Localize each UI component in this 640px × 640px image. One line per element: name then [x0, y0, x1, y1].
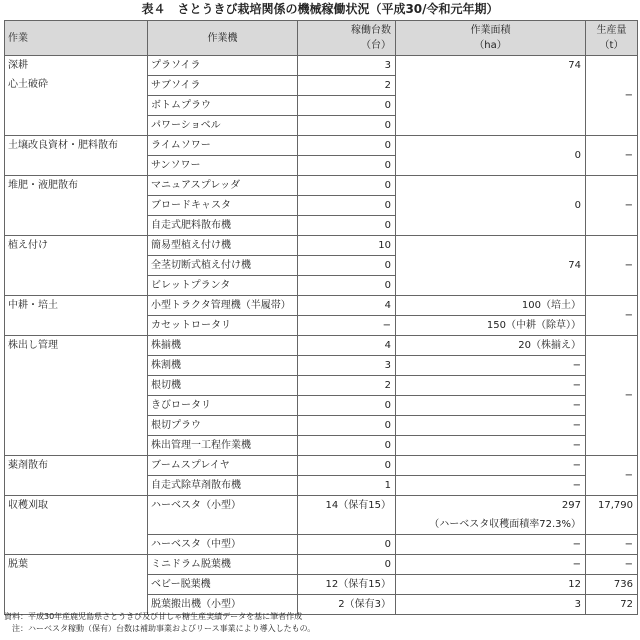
- machine-name: 脱葉搬出機（小型）: [148, 595, 298, 615]
- machine-name: 全茎切断式植え付け機: [148, 256, 298, 276]
- operation-name: 深耕: [8, 60, 28, 71]
- production: −: [586, 456, 638, 496]
- production: −: [586, 56, 638, 136]
- work-area: −: [396, 456, 586, 476]
- machine-count: 0: [298, 176, 396, 196]
- header-operation: 作業: [5, 21, 148, 56]
- operation-cell: 中耕・培土: [5, 296, 148, 336]
- operation-name: 心土破砕: [8, 79, 48, 90]
- machine-count: −: [298, 316, 396, 336]
- operation-cell: 脱葉: [5, 555, 148, 615]
- machine-name: 根切プラウ: [148, 416, 298, 436]
- machine-count: 0: [298, 136, 396, 156]
- machine-name: 株揃機: [148, 336, 298, 356]
- table-row: [5, 555, 638, 575]
- operation-cell: 株出し管理: [5, 336, 148, 456]
- machine-name: サブソイラ: [148, 76, 298, 96]
- machine-count: 0: [298, 555, 396, 575]
- machine-name: きびロータリ: [148, 396, 298, 416]
- header-row: [5, 21, 638, 56]
- machine-count: 0: [298, 436, 396, 456]
- machine-name: 自走式除草剤散布機: [148, 476, 298, 496]
- work-area: 0: [396, 136, 586, 176]
- table-row: [5, 136, 638, 156]
- header-area-unit: （ha）: [474, 40, 507, 51]
- operation-cell: 植え付け: [5, 236, 148, 296]
- machine-count: 0: [298, 116, 396, 136]
- machine-name: ビレットプランタ: [148, 276, 298, 296]
- machine-count: 2（保有3）: [298, 595, 396, 615]
- machine-name: ミニドラム脱葉機: [148, 555, 298, 575]
- machine-name: 自走式肥料散布機: [148, 216, 298, 236]
- production: −: [586, 296, 638, 336]
- production: 17,790: [586, 496, 638, 516]
- machine-name: パワーショベル: [148, 116, 298, 136]
- header-area-label: 作業面積: [470, 25, 511, 36]
- operation-cell: [5, 56, 148, 136]
- footnote: 注：ハーベスタ稼動（保有）台数は補助事業およびリース事業により導入したもの。: [4, 624, 316, 633]
- work-area: 20（株揃え）: [396, 336, 586, 356]
- work-area: −: [396, 356, 586, 376]
- operation-cell: 堆肥・液肥散布: [5, 176, 148, 236]
- machine-operation-table: [4, 20, 638, 615]
- work-area: −: [396, 416, 586, 436]
- machine-count: 10: [298, 236, 396, 256]
- machine-count: 1: [298, 476, 396, 496]
- machine-name: マニュアスプレッダ: [148, 176, 298, 196]
- machine-name: ボトムプラウ: [148, 96, 298, 116]
- machine-name: カセットロータリ: [148, 316, 298, 336]
- machine-count: 4: [298, 336, 396, 356]
- work-area: 3: [396, 595, 586, 615]
- production: −: [586, 535, 638, 555]
- production: −: [586, 555, 638, 575]
- work-area: −: [396, 555, 586, 575]
- machine-count: 0: [298, 276, 396, 296]
- machine-name: プラソイラ: [148, 56, 298, 76]
- machine-name: 株出管理一工程作業機: [148, 436, 298, 456]
- machine-name: 根切機: [148, 376, 298, 396]
- table-notes: [4, 611, 636, 635]
- table-row: [5, 456, 638, 476]
- production: −: [586, 176, 638, 236]
- machine-count: 0: [298, 216, 396, 236]
- machine-count: 0: [298, 535, 396, 555]
- header-area: [396, 21, 586, 56]
- machine-count: 3: [298, 356, 396, 376]
- production: 72: [586, 595, 638, 615]
- production: −: [586, 136, 638, 176]
- machine-count: 0: [298, 456, 396, 476]
- harvest-area-rate-note: （ハーベスタ収穫面積率72.3%）: [396, 515, 586, 535]
- machine-count: 0: [298, 156, 396, 176]
- machine-count: 0: [298, 256, 396, 276]
- work-area: 74: [396, 236, 586, 296]
- table-row: [5, 336, 638, 356]
- table-row: [5, 56, 638, 76]
- operation-cell: 土壌改良資材・肥料散布: [5, 136, 148, 176]
- machine-count: 3: [298, 56, 396, 76]
- production: −: [586, 236, 638, 296]
- source-note: 資料：平成30年産鹿児島県さとうきび及び甘しゃ糖生産実績データを基に筆者作成: [4, 612, 303, 621]
- machine-name: 小型トラクタ管理機（半履帯）: [148, 296, 298, 316]
- work-area-empty: [396, 116, 586, 136]
- header-production-label: 生産量: [596, 25, 627, 36]
- machine-count: 0: [298, 196, 396, 216]
- machine-name: 株割機: [148, 356, 298, 376]
- production: 736: [586, 575, 638, 595]
- table-row: [5, 296, 638, 316]
- work-area: −: [396, 376, 586, 396]
- operation-cell: 薬剤散布: [5, 456, 148, 496]
- work-area: −: [396, 535, 586, 555]
- machine-count: 2: [298, 76, 396, 96]
- table-row: [5, 236, 638, 256]
- machine-name-empty: [148, 515, 298, 535]
- machine-count: 0: [298, 396, 396, 416]
- production-empty: [586, 515, 638, 535]
- production: −: [586, 336, 638, 456]
- machine-count: 14（保有15）: [298, 496, 396, 516]
- machine-name: ベビー脱葉機: [148, 575, 298, 595]
- machine-count: 0: [298, 416, 396, 436]
- header-count-unit: （台）: [361, 40, 391, 51]
- machine-name: ブロードキャスタ: [148, 196, 298, 216]
- work-area: 74: [396, 56, 586, 76]
- work-area-empty: [396, 96, 586, 116]
- work-area-empty: [396, 76, 586, 96]
- machine-count: 4: [298, 296, 396, 316]
- table-title: 表４ さとうきび栽培関係の機械稼働状況（平成30/令和元年期）: [141, 2, 499, 16]
- machine-count: 12（保有15）: [298, 575, 396, 595]
- work-area: −: [396, 476, 586, 496]
- table-row: [5, 176, 638, 196]
- machine-name: サンソワー: [148, 156, 298, 176]
- operation-cell: 収穫刈取: [5, 496, 148, 555]
- work-area: −: [396, 436, 586, 456]
- work-area: 0: [396, 176, 586, 236]
- machine-count: 0: [298, 96, 396, 116]
- machine-name: 簡易型植え付け機: [148, 236, 298, 256]
- table-row: [5, 496, 638, 516]
- work-area: 150（中耕（除草））: [396, 316, 586, 336]
- machine-name: ブームスプレイヤ: [148, 456, 298, 476]
- work-area: 12: [396, 575, 586, 595]
- machine-count: 2: [298, 376, 396, 396]
- machine-name: ライムソワー: [148, 136, 298, 156]
- header-machine: 作業機: [148, 21, 298, 56]
- machine-count-empty: [298, 515, 396, 535]
- work-area: 297: [396, 496, 586, 516]
- header-count-label: 稼働台数: [351, 25, 391, 36]
- machine-name: ハーベスタ（小型）: [148, 496, 298, 516]
- header-count: [298, 21, 396, 56]
- header-production: [586, 21, 638, 56]
- header-production-unit: （t）: [599, 40, 624, 51]
- work-area: 100（培土）: [396, 296, 586, 316]
- work-area: −: [396, 396, 586, 416]
- machine-name: ハーベスタ（中型）: [148, 535, 298, 555]
